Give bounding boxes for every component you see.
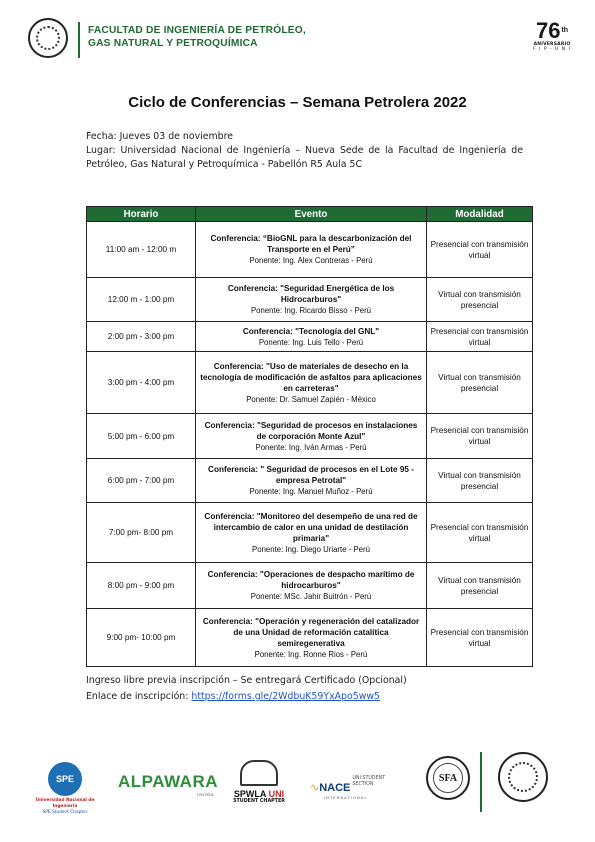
table-row [87,609,533,667]
faculty-name [88,24,308,50]
speaker: Ponente: Ing. Diego Uriarte - Perú [252,544,370,554]
nace-word: NACE [319,782,351,794]
event-date: Fecha: Jueves 03 de noviembre [86,131,233,142]
registration-label: Enlace de inscripción: [86,691,192,702]
alpawara-word: ALPAWARA [118,772,219,791]
speaker: Ponente: Ing. Luis Tello - Perú [258,337,364,347]
table-header-row [87,207,533,222]
schedule-modality: Presencial con transmisión virtual [427,503,533,563]
conference-title: Conferencia: "Operación y regeneración del catalizador de una Unidad de reformación catalítica semiregenerativa [202,616,420,648]
schedule-modality: Presencial con transmisión virtual [427,322,533,352]
speaker: Ponente: Ing. Iván Armas - Perú [255,442,367,452]
anniversary-number: 76 [535,18,561,43]
schedule-event [196,503,427,563]
faculty-line-2: GAS NATURAL Y PETROQUÍMICA [88,38,258,49]
nace-mark-icon: ∿ [310,781,320,794]
spwla-word: SPWLA [233,789,267,799]
spwla-sub: STUDENT CHAPTER [233,799,285,804]
schedule-event [196,414,427,459]
page-title: Ciclo de Conferencias – Semana Petrolera 2022 [128,94,467,111]
conference-title: Conferencia: "Uso de materiales de desecho en la tecnología de modificación de asfaltos para aplicaciones en carreteras" [200,361,422,393]
logos-divider [480,752,482,812]
schedule-modality: Presencial con transmisión virtual [427,609,533,667]
anniversary-suffix: th [561,27,569,34]
schedule-event [196,459,427,503]
nace-international: INTERNATIONAL [324,795,368,800]
spe-caption-2: SPE Student Chapter [42,810,88,815]
schedule-table [86,206,533,667]
schedule-time: 12:00 m - 1:00 pm [87,278,196,322]
table-row [87,322,533,352]
spe-globe-icon: SPE [48,762,82,796]
anniversary-label: ANIVERSARIO [533,42,571,47]
speaker: Ponente: Dr. Samuel Zapién - México [246,394,376,404]
spe-logo [30,762,100,815]
table-row [87,222,533,278]
alpawara-logo [118,772,219,797]
sponsor-logos [26,752,576,822]
table-row [87,459,533,503]
table-row [87,414,533,459]
column-header-evento: Evento [196,207,427,222]
faculty-seal-icon [498,752,548,802]
schedule-time: 9:00 pm- 10:00 pm [87,609,196,667]
alpawara-sub: revista [197,792,214,797]
schedule-modality: Virtual con transmisión presencial [427,563,533,609]
schedule-modality: Virtual con transmisión presencial [427,459,533,503]
column-header-horario: Horario [87,207,196,222]
event-location: Lugar: Universidad Nacional de Ingeniería – Nueva Sede de la Facultad de Ingeniería de Petróleo, Gas Natural y Petroquímica - Pabellón R5 Aula 5C [86,145,523,170]
speaker: Ponente: Ing. Ricardo Bisso - Perú [250,306,372,315]
speaker: Ponente: Ing. Ronne Rios - Perú [254,649,368,659]
nace-logo [310,776,406,800]
event-info [86,130,523,172]
header-divider [78,22,80,58]
anniversary-logo [530,20,574,52]
table-row [87,563,533,609]
faculty-line-1: FACULTAD DE INGENIERÍA DE PETRÓLEO, [88,25,306,36]
schedule-modality: Presencial con transmisión virtual [427,414,533,459]
schedule-event [196,278,427,322]
anniversary-org: F I P - U N I [533,47,571,52]
schedule-event [196,222,427,278]
schedule-modality: Presencial con transmisión virtual [427,222,533,278]
spwla-logo [226,760,292,804]
free-entry-note: Ingreso libre previa inscripción – Se entregará Certificado (Opcional) [86,675,407,686]
schedule-time: 2:00 pm - 3:00 pm [87,322,196,352]
registration-info [86,673,526,705]
page-header [26,16,576,66]
schedule-time: 7:00 pm- 8:00 pm [87,503,196,563]
spwla-arch-icon [240,760,278,786]
spe-caption-1: Universidad Nacional de Ingeniería [35,798,95,809]
registration-link[interactable]: https://forms.gle/2WdbuK59YxApo5ww5 [191,691,380,702]
schedule-event [196,609,427,667]
conference-title: Conferencia: "Seguridad Energética de los Hidrocarburos" [227,284,395,304]
schedule-modality: Virtual con transmisión presencial [427,352,533,414]
conference-title: Conferencia: "Monitoreo del desempeño de una red de intercambio de calor en una unidad de destilación primaria" [204,511,418,543]
spwla-uni: UNI [268,789,285,799]
sfa-seal-icon [426,756,470,800]
schedule-event [196,563,427,609]
conference-title: Conferencia: " Seguridad de procesos en el Lote 95 - empresa Petrotal" [208,465,414,485]
university-seal-icon [28,18,68,58]
sfa-letters: SFA [433,763,463,793]
table-row [87,503,533,563]
schedule-event [196,322,427,352]
schedule-time: 5:00 pm - 6:00 pm [87,414,196,459]
speaker: Ponente: Ing. Alex Contreras - Perú [249,256,373,265]
schedule-time: 8:00 pm - 9:00 pm [87,563,196,609]
schedule-time: 6:00 pm - 7:00 pm [87,459,196,503]
schedule-event [196,352,427,414]
speaker: Ponente: MSc. Jahir Buitrón - Perú [250,592,372,601]
schedule-time: 11:00 am - 12:00 m [87,222,196,278]
schedule-modality: Virtual con transmisión presencial [427,278,533,322]
conference-title: Conferencia: "Tecnología del GNL" [242,326,380,336]
table-row [87,352,533,414]
conference-title: Conferencia: "Operaciones de despacho marítimo de hidrocarburos" [207,570,415,590]
table-row [87,278,533,322]
nace-unit: UNI STUDENT SECTION [352,776,386,787]
schedule-time: 3:00 pm - 4:00 pm [87,352,196,414]
conference-title: Conferencia: “BioGNL para la descarbonización del Transporte en el Perú” [210,234,412,254]
registration-line [86,689,526,705]
conference-title: Conferencia: "Seguridad de procesos en instalaciones de corporación Monte Azul" [204,420,418,441]
column-header-modalidad: Modalidad [427,207,533,222]
speaker: Ponente: Ing. Manuel Muñoz - Perú [249,487,373,496]
